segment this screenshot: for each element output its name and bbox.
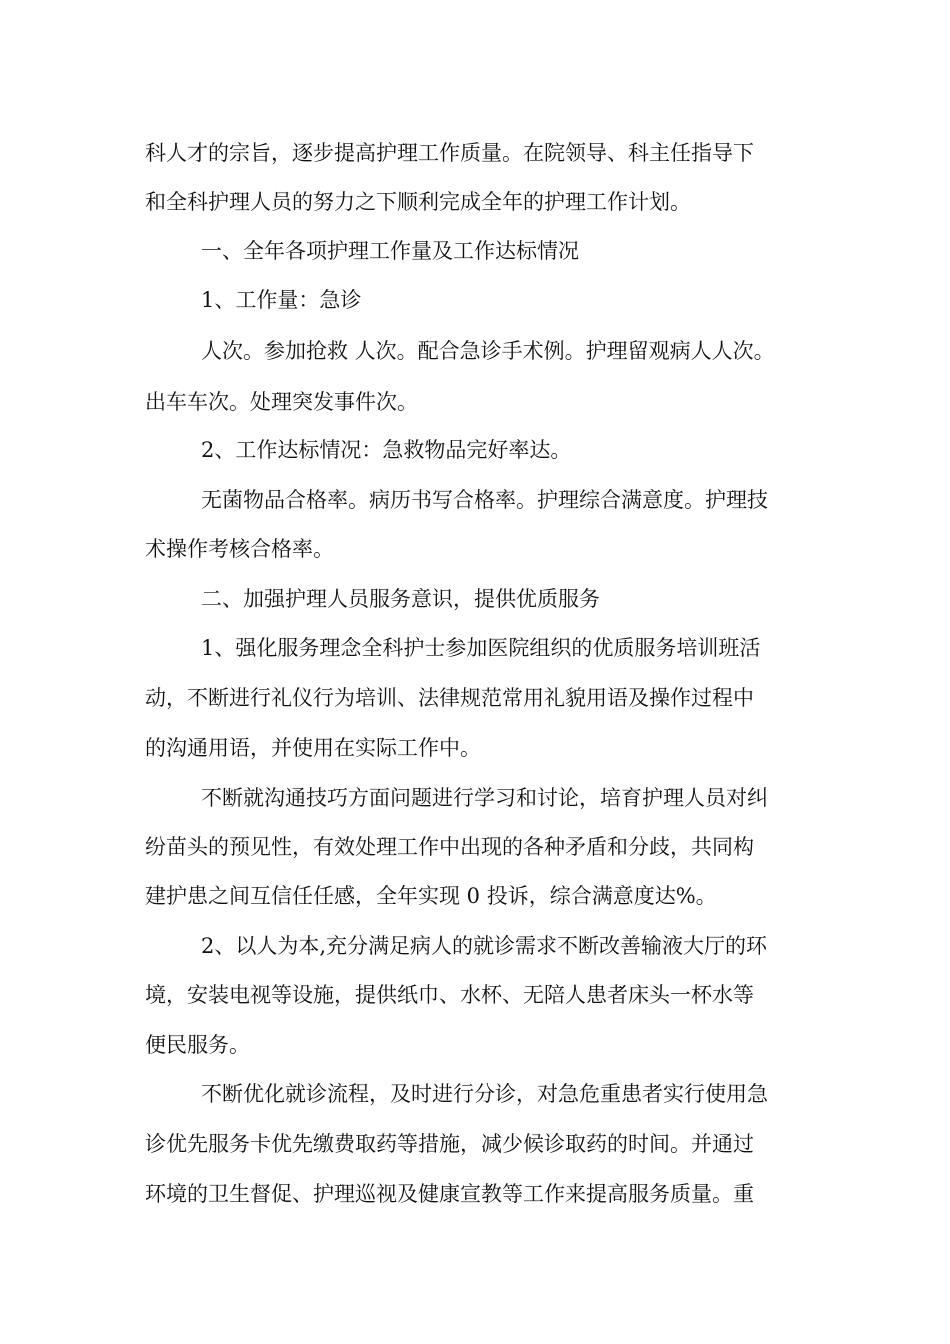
text-line: 1、工作量：急诊 xyxy=(201,288,362,312)
text-line: 境，安装电视等设施，提供纸巾、水杯、无陪人患者床头一杯水等 xyxy=(145,983,754,1007)
text-line: 动，不断进行礼仪行为培训、法律规范常用礼貌用语及操作过程中 xyxy=(145,686,754,710)
section-heading: 二、加强护理人员服务意识，提供优质服务 xyxy=(201,587,600,611)
text-line: 和全科护理人员的努力之下顺利完成全年的护理工作计划。 xyxy=(145,190,691,214)
text-line: 的沟通用语，并使用在实际工作中。 xyxy=(145,736,481,760)
text-line: 1、强化服务理念全科护士参加医院组织的优质服务培训班活 xyxy=(201,636,761,660)
text-line: 不断就沟通技巧方面问题进行学习和讨论，培育护理人员对纠 xyxy=(201,786,768,810)
text-line: 建护患之间互信任任感，全年实现 0 投诉，综合满意度达%。 xyxy=(145,884,717,908)
text-line: 出车车次。处理突发事件次。 xyxy=(145,390,418,414)
section-heading: 一、全年各项护理工作量及工作达标情况 xyxy=(201,239,579,263)
text-line: 人次。参加抢救 人次。配合急诊手术例。护理留观病人人次。 xyxy=(201,339,775,363)
text-line: 2、工作达标情况：急救物品完好率达。 xyxy=(201,438,572,462)
text-line: 2、以人为本,充分满足病人的就诊需求不断改善输液大厅的环 xyxy=(201,934,768,958)
text-line: 术操作考核合格率。 xyxy=(145,537,334,561)
text-line: 便民服务。 xyxy=(145,1033,250,1057)
text-line: 诊优先服务卡优先缴费取药等措施，减少候诊取药的时间。并通过 xyxy=(145,1132,754,1156)
text-line: 科人才的宗旨，逐步提高护理工作质量。在院领导、科主任指导下 xyxy=(145,141,754,165)
text-line: 环境的卫生督促、护理巡视及健康宣教等工作来提高服务质量。重 xyxy=(145,1182,754,1206)
text-line: 不断优化就诊流程，及时进行分诊，对急危重患者实行使用急 xyxy=(201,1082,768,1106)
text-line: 纷苗头的预见性，有效处理工作中出现的各种矛盾和分歧，共同构 xyxy=(145,835,754,859)
text-line: 无菌物品合格率。病历书写合格率。护理综合满意度。护理技 xyxy=(201,488,768,512)
